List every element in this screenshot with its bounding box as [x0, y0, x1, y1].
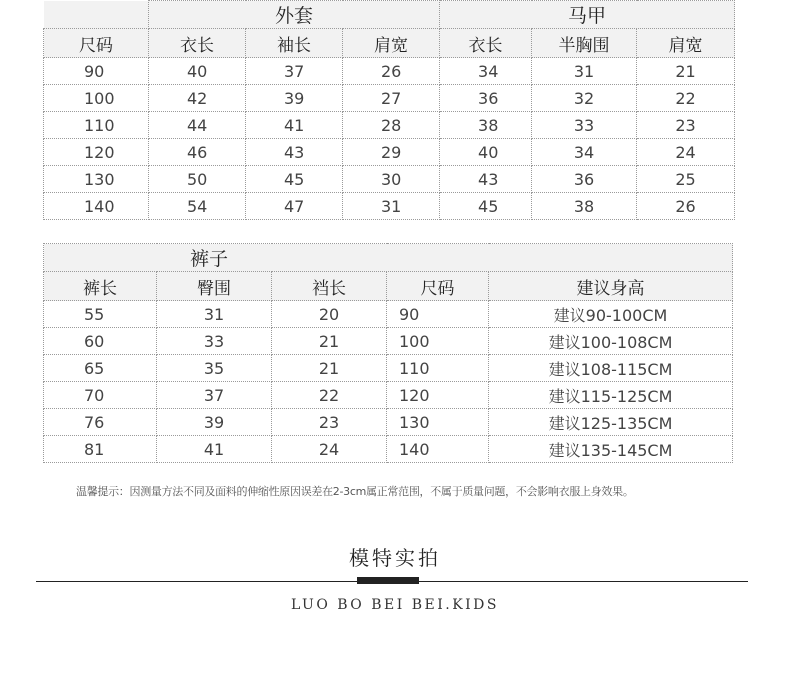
table-cell: 31: [157, 301, 272, 328]
table-cell: 建议125-135CM: [489, 409, 733, 436]
blank-cell: [44, 1, 149, 29]
table-row: [44, 85, 735, 112]
table-cell: 29: [343, 139, 440, 166]
table-cell: 28: [343, 112, 440, 139]
table-cell: 43: [440, 166, 532, 193]
table-row: [44, 139, 735, 166]
table-cell: 33: [532, 112, 637, 139]
table-cell: 21: [272, 328, 387, 355]
col-header-pants-length: 裤长: [44, 272, 157, 301]
table-cell: 90: [387, 301, 489, 328]
table-cell: 24: [637, 139, 735, 166]
table-cell: 90: [44, 58, 149, 85]
table-cell: 21: [272, 355, 387, 382]
group-header-coat: 外套: [149, 1, 440, 29]
table-cell: 41: [246, 112, 343, 139]
group-header-vest: 马甲: [440, 1, 735, 29]
table-cell: 建议115-125CM: [489, 382, 733, 409]
table-cell: 33: [157, 328, 272, 355]
table-cell: 70: [44, 382, 157, 409]
table-cell: 34: [532, 139, 637, 166]
table-cell: 25: [637, 166, 735, 193]
table-cell: 100: [44, 85, 149, 112]
table-cell: 24: [272, 436, 387, 463]
table-cell: 39: [246, 85, 343, 112]
section-title: 模特实拍: [349, 546, 441, 570]
table-cell: 26: [637, 193, 735, 220]
table-cell: 30: [343, 166, 440, 193]
table-cell: 39: [157, 409, 272, 436]
table-cell: 41: [157, 436, 272, 463]
table-cell: 120: [44, 139, 149, 166]
table-cell: 60: [44, 328, 157, 355]
col-header-vest-length: 衣长: [440, 29, 532, 58]
col-header-hip: 臀围: [157, 272, 272, 301]
table-cell: 26: [343, 58, 440, 85]
table-cell: 34: [440, 58, 532, 85]
table-cell: 20: [272, 301, 387, 328]
table-cell: 140: [387, 436, 489, 463]
table-cell: 建议100-108CM: [489, 328, 733, 355]
table-cell: 47: [246, 193, 343, 220]
brand-name: LUO BO BEI BEI.KIDS: [290, 597, 499, 613]
table-cell: 40: [149, 58, 246, 85]
table-cell: 22: [637, 85, 735, 112]
table-cell: 27: [343, 85, 440, 112]
table-cell: 50: [149, 166, 246, 193]
table-cell: 140: [44, 193, 149, 220]
col-header-size: 尺码: [44, 29, 149, 58]
divider-accent: [357, 577, 419, 584]
table-cell: 38: [532, 193, 637, 220]
table-cell: 31: [343, 193, 440, 220]
table-cell: 36: [440, 85, 532, 112]
table-cell: 21: [637, 58, 735, 85]
col-header-crotch: 裆长: [272, 272, 387, 301]
size-note: 温馨提示：因测量方法不同及面料的伸缩性原因误差在2-3cm属正常范围，不属于质量问题，不会影响衣服上身效果。: [76, 485, 634, 498]
col-header-suggested-height: 建议身高: [489, 272, 733, 301]
table-cell: 54: [149, 193, 246, 220]
table-cell: 46: [149, 139, 246, 166]
size-table-coat-vest: [43, 0, 735, 220]
table-cell: 42: [149, 85, 246, 112]
table-row: [44, 301, 733, 328]
table-cell: 45: [440, 193, 532, 220]
table-cell: 32: [532, 85, 637, 112]
table-cell: 建议90-100CM: [489, 301, 733, 328]
table-cell: 110: [44, 112, 149, 139]
table-cell: 31: [532, 58, 637, 85]
group-header-pants: 裤子: [44, 244, 733, 272]
table-cell: 65: [44, 355, 157, 382]
table-cell: 22: [272, 382, 387, 409]
table-cell: 45: [246, 166, 343, 193]
table-cell: 35: [157, 355, 272, 382]
size-table-pants: [43, 243, 733, 463]
table-row: [44, 436, 733, 463]
table-cell: 130: [44, 166, 149, 193]
table-cell: 55: [44, 301, 157, 328]
table-row: [44, 355, 733, 382]
col-header-size: 尺码: [387, 272, 489, 301]
table-cell: 37: [246, 58, 343, 85]
col-header-sleeve-length: 袖长: [246, 29, 343, 58]
table-cell: 110: [387, 355, 489, 382]
table-row: [44, 112, 735, 139]
table-row: [44, 409, 733, 436]
table-row: [44, 193, 735, 220]
table-row: [44, 328, 733, 355]
col-header-half-chest: 半胸围: [532, 29, 637, 58]
table-cell: 44: [149, 112, 246, 139]
table-cell: 43: [246, 139, 343, 166]
table-cell: 76: [44, 409, 157, 436]
table-cell: 建议108-115CM: [489, 355, 733, 382]
table-cell: 130: [387, 409, 489, 436]
table-row: [44, 166, 735, 193]
col-header-vest-shoulder: 肩宽: [637, 29, 735, 58]
table-cell: 建议135-145CM: [489, 436, 733, 463]
table-cell: 100: [387, 328, 489, 355]
col-header-coat-length: 衣长: [149, 29, 246, 58]
table-cell: 36: [532, 166, 637, 193]
table-cell: 40: [440, 139, 532, 166]
table-row: [44, 382, 733, 409]
table-cell: 23: [637, 112, 735, 139]
table-row: [44, 58, 735, 85]
table-cell: 38: [440, 112, 532, 139]
col-header-shoulder: 肩宽: [343, 29, 440, 58]
table-cell: 81: [44, 436, 157, 463]
table-cell: 120: [387, 382, 489, 409]
table-cell: 23: [272, 409, 387, 436]
table-cell: 37: [157, 382, 272, 409]
